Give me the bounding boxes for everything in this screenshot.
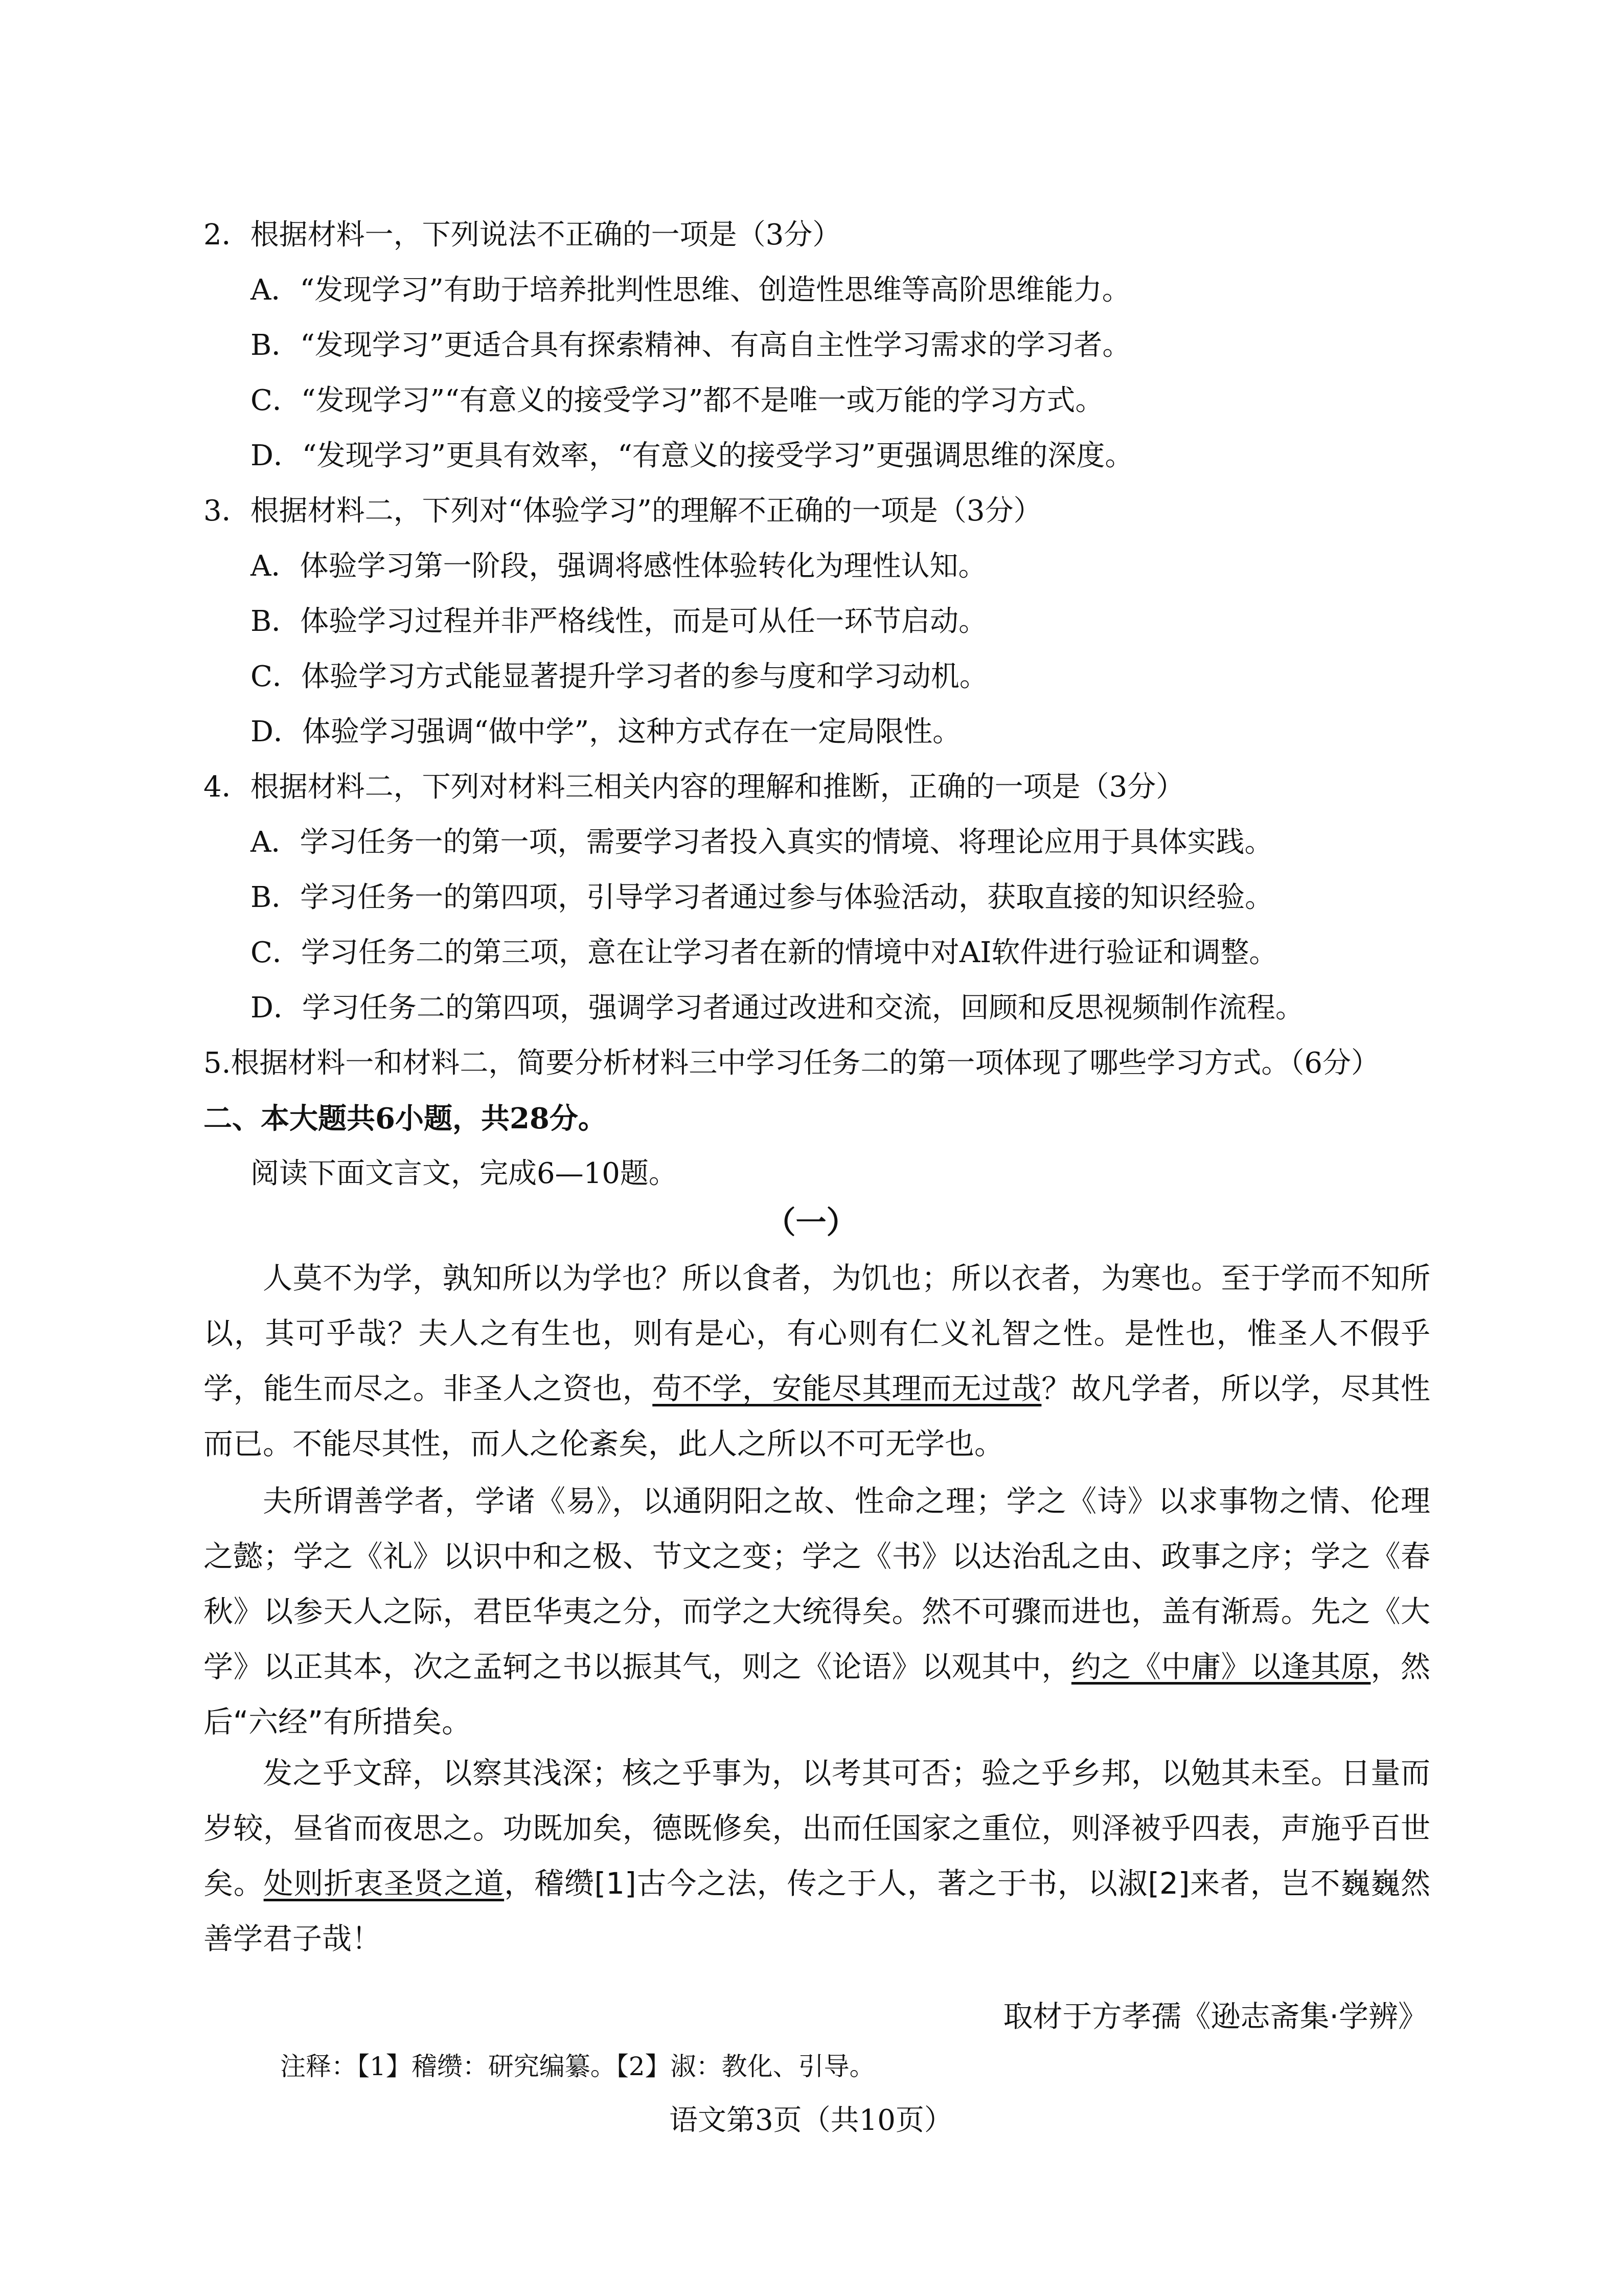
- annotation-notes: 注释：【1】稽缵：研究编纂。【2】淑：教化、引导。: [280, 2052, 875, 2081]
- question-3-option-d: D．体验学习强调“做中学”，这种方式存在一定局限性。: [250, 715, 962, 748]
- question-2-option-d: D．“发现学习”更具有效率，“有意义的接受学习”更强调思维的深度。: [250, 439, 1134, 472]
- section-2-heading: 二、本大题共6小题，共28分。: [203, 1102, 607, 1135]
- passage-p1-underlined: 苟不学，安能尽其理而无过哉: [652, 1371, 1042, 1406]
- passage-p1-text-a: 人莫不为学，孰知所以为学也？所以食者，为饥也；所以衣者，为寒也。至于学而不知所以，其可乎哉？夫人之有生也，则有是心，有心则有仁义礼智之性。是性也，惟圣人不假乎学，能生而尽之。非圣人之资也，: [203, 1261, 1430, 1406]
- question-2-option-b: B．“发现学习”更适合具有探索精神、有高自主性学习需求的学习者。: [250, 329, 1131, 362]
- passage-p2-text-b: ，然后“六经”有所措矣。: [203, 1649, 1430, 1739]
- passage-p2-underlined: 约之《中庸》以逢其原: [1071, 1649, 1371, 1684]
- question-3-stem: 3．根据材料二，下列对“体验学习”的理解不正确的一项是（3分）: [203, 494, 1042, 528]
- question-4-option-b: B．学习任务一的第四项，引导学习者通过参与体验活动，获取直接的知识经验。: [250, 881, 1274, 914]
- passage-p3-text-b: ，稽缵[1]古今之法，传之于人，著之于书，以淑[2]来者，岂不巍巍然善学君子哉！: [203, 1866, 1430, 1956]
- passage-p2-text-a: 夫所谓善学者，学诸《易》，以通阴阳之故、性命之理；学之《诗》以求事物之情、伦理之懿；学之《礼》以识中和之极、节文之变；学之《书》以达治乱之由、政事之序；学之《春秋》以参天人之际，君臣华夷之分，而学之大统得矣。然不可骤而进也，盖有渐焉。先之《大学》以正其本，次之孟轲之书以振其气，则之《论语》以观其中，: [203, 1484, 1430, 1684]
- passage-title: （一）: [765, 1205, 857, 1241]
- question-4-stem: 4．根据材料二，下列对材料三相关内容的理解和推断，正确的一项是（3分）: [203, 770, 1185, 804]
- passage-p1-text-b: ？故凡学者，所以学，尽其性而已。不能尽其性，而人之伦紊矣，此人之所以不可无学也。: [203, 1371, 1430, 1461]
- question-4-option-d: D．学习任务二的第四项，强调学习者通过改进和交流，回顾和反思视频制作流程。: [250, 991, 1304, 1025]
- question-4-option-a: A．学习任务一的第一项，需要学习者投入真实的情境、将理论应用于具体实践。: [250, 826, 1273, 859]
- question-3-option-c: C．体验学习方式能显著提升学习者的参与度和学习动机。: [250, 660, 988, 693]
- passage-p3-text-a: 发之乎文辞，以察其浅深；核之乎事为，以考其可否；验之乎乡邦，以勉其未至。日量而岁较，昼省而夜思之。功既加矣，德既修矣，出而任国家之重位，则泽被乎四表，声施乎百世矣。: [203, 1756, 1430, 1901]
- question-2-stem: 2．根据材料一，下列说法不正确的一项是（3分）: [203, 218, 841, 252]
- question-3-option-a: A．体验学习第一阶段，强调将感性体验转化为理性认知。: [250, 550, 987, 583]
- passage-source: 取材于方孝孺《逊志斋集·学辨》: [1003, 1999, 1428, 2034]
- question-2-option-c: C．“发现学习”“有意义的接受学习”都不是唯一或万能的学习方式。: [250, 384, 1104, 417]
- question-3-option-b: B．体验学习过程并非严格线性，而是可从任一环节启动。: [250, 605, 988, 638]
- page-footer: 语文第3页（共10页）: [669, 2104, 953, 2137]
- question-2-option-a: A．“发现学习”有助于培养批判性思维、创造性思维等高阶思维能力。: [250, 274, 1131, 307]
- question-4-option-c: C．学习任务二的第三项，意在让学习者在新的情境中对AI软件进行验证和调整。: [250, 936, 1278, 969]
- passage-paragraph-2: [203, 1473, 1430, 1749]
- section-2-instruction: 阅读下面文言文，完成6—10题。: [250, 1157, 677, 1190]
- passage-p3-underlined: 处则折衷圣贤之道: [263, 1866, 505, 1901]
- question-5-stem: 5.根据材料一和材料二，简要分析材料三中学习任务二的第一项体现了哪些学习方式。（6分）: [203, 1047, 1380, 1080]
- passage-paragraph-1: [203, 1251, 1430, 1471]
- passage-paragraph-3: [203, 1745, 1430, 1966]
